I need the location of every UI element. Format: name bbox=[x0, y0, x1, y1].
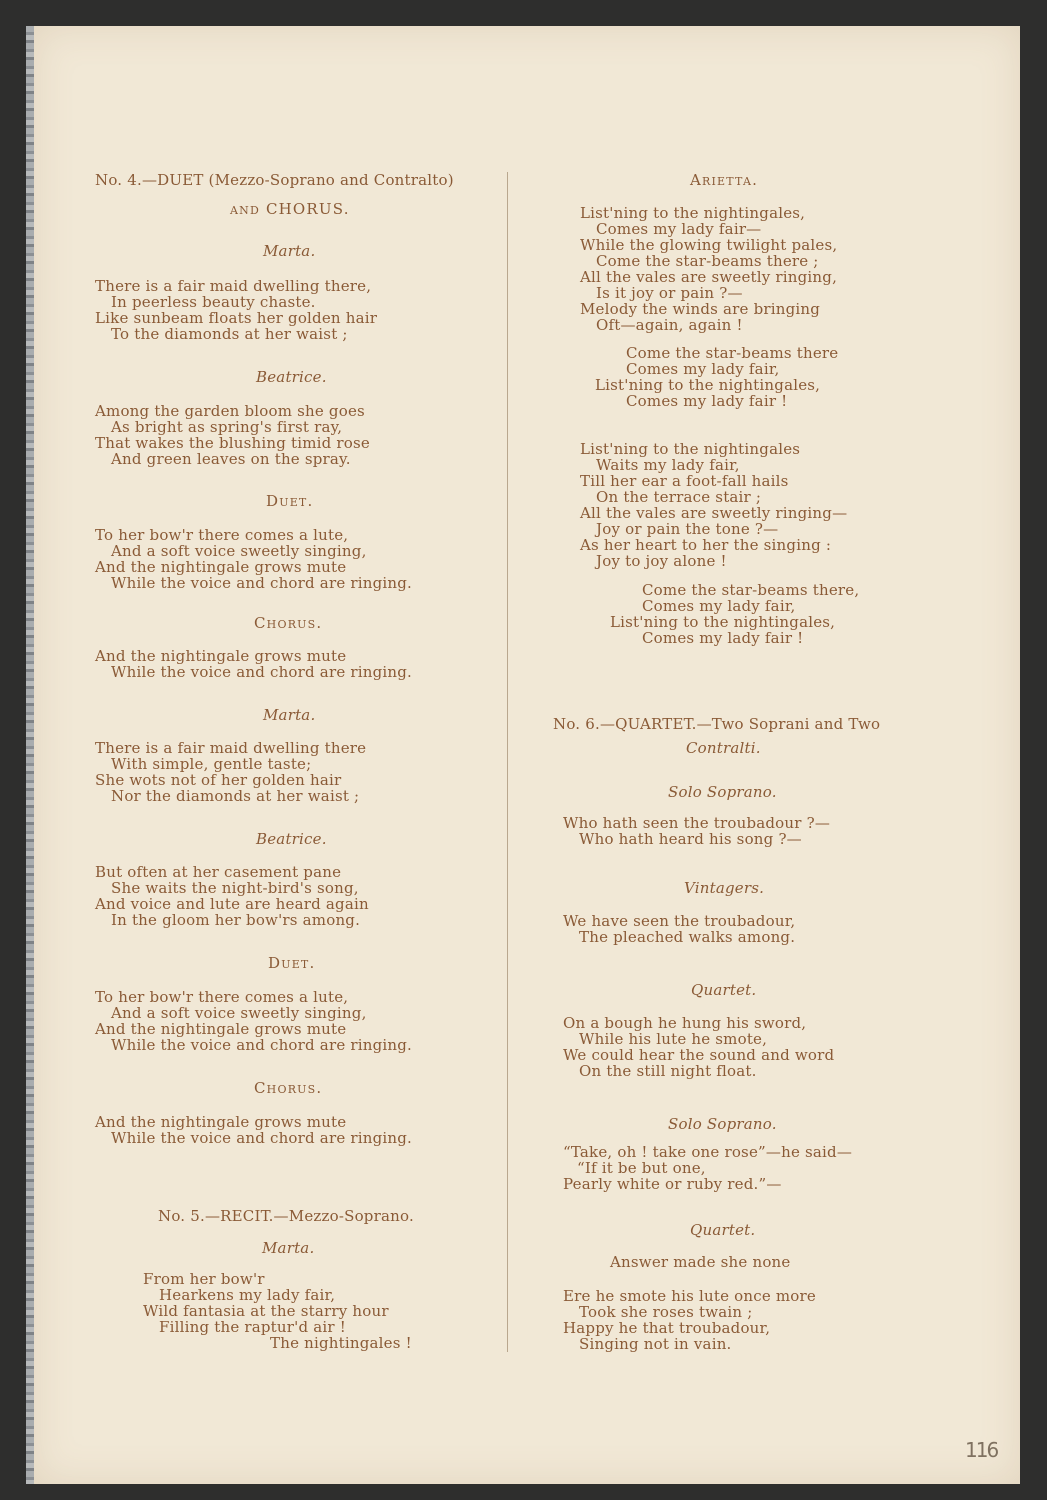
verse-line: Comes my lady fair, bbox=[626, 360, 780, 378]
verse-line: That wakes the blushing timid rose bbox=[95, 434, 370, 452]
verse-line: While the voice and chord are ringing. bbox=[111, 1036, 413, 1054]
verse-line: To her bow'r there comes a lute, bbox=[95, 988, 349, 1006]
verse-line: She wots not of her golden hair bbox=[95, 771, 342, 789]
verse-line: Among the garden bloom she goes bbox=[95, 402, 365, 420]
verse-line: While the glowing twilight pales, bbox=[580, 236, 838, 254]
verse-line: While the voice and chord are ringing. bbox=[111, 663, 413, 681]
verse-line: In peerless beauty chaste. bbox=[111, 293, 316, 311]
page-number: 116 bbox=[965, 1438, 998, 1462]
verse-line: On the still night float. bbox=[579, 1062, 757, 1080]
verse-line: Wild fantasia at the starry hour bbox=[143, 1302, 389, 1320]
verse-line: On the terrace stair ; bbox=[596, 488, 762, 506]
verse-line: List'ning to the nightingales, bbox=[580, 204, 806, 222]
verse-line: Oft—again, again ! bbox=[596, 316, 743, 334]
verse-line: To her bow'r there comes a lute, bbox=[95, 526, 349, 544]
verse-line: She waits the night-bird's song, bbox=[111, 879, 359, 897]
verse-line: And green leaves on the spray. bbox=[111, 450, 351, 468]
verse-line: And the nightingale grows mute bbox=[95, 647, 347, 665]
speaker-beatrice: Beatrice. bbox=[256, 830, 327, 848]
verse-line: Filling the raptur'd air ! bbox=[159, 1318, 346, 1336]
speaker-chorus: Chorus. bbox=[254, 1079, 323, 1097]
verse-line: “Take, oh ! take one rose”—he said— bbox=[563, 1143, 853, 1161]
speaker-beatrice: Beatrice. bbox=[256, 368, 327, 386]
verse-line: And the nightingale grows mute bbox=[95, 558, 347, 576]
no6-heading-cont: Contralti. bbox=[686, 739, 761, 757]
verse-line: While the voice and chord are ringing. bbox=[111, 574, 413, 592]
verse-line: Happy he that troubadour, bbox=[563, 1319, 771, 1337]
verse-line: The nightingales ! bbox=[270, 1334, 412, 1352]
no6-heading: No. 6.—QUARTET.—Two Soprani and Two bbox=[553, 715, 881, 733]
verse-line: Comes my lady fair ! bbox=[626, 392, 788, 410]
verse-line: On a bough he hung his sword, bbox=[563, 1014, 807, 1032]
verse-line: There is a fair maid dwelling there bbox=[95, 739, 367, 757]
no5-heading: No. 5.—RECIT.—Mezzo-Soprano. bbox=[158, 1207, 414, 1225]
verse-line: And a soft voice sweetly singing, bbox=[111, 542, 367, 560]
verse-line: Singing not in vain. bbox=[579, 1335, 732, 1353]
verse-line: And a soft voice sweetly singing, bbox=[111, 1004, 367, 1022]
speaker-marta: Marta. bbox=[263, 706, 316, 724]
no4-heading: No. 4.—DUET (Mezzo-Soprano and Contralto) bbox=[95, 171, 454, 189]
verse-line: Who hath heard his song ?— bbox=[579, 830, 802, 848]
speaker-quartet: Quartet. bbox=[691, 981, 757, 999]
verse-line: The pleached walks among. bbox=[579, 928, 796, 946]
verse-line: We could hear the sound and word bbox=[563, 1046, 835, 1064]
verse-line: “If it be but one, bbox=[577, 1159, 706, 1177]
verse-line: Hearkens my lady fair, bbox=[159, 1286, 336, 1304]
verse-line: There is a fair maid dwelling there, bbox=[95, 277, 372, 295]
verse-line: Come the star-beams there, bbox=[642, 581, 860, 599]
verse-line: Melody the winds are bringing bbox=[580, 300, 821, 318]
speaker-marta: Marta. bbox=[262, 1239, 315, 1257]
verse-line: But often at her casement pane bbox=[95, 863, 342, 881]
verse-line: Pearly white or ruby red.”— bbox=[563, 1175, 782, 1193]
verse-line: Comes my lady fair, bbox=[642, 597, 796, 615]
verse-line: Joy to joy alone ! bbox=[596, 552, 727, 570]
verse-line: All the vales are sweetly ringing— bbox=[580, 504, 848, 522]
verse-line: While the voice and chord are ringing. bbox=[111, 1129, 413, 1147]
verse-line: Comes my lady fair ! bbox=[642, 629, 804, 647]
verse-line: With simple, gentle taste; bbox=[111, 755, 312, 773]
verse-line: Nor the diamonds at her waist ; bbox=[111, 787, 360, 805]
verse-line: Took she roses twain ; bbox=[579, 1303, 753, 1321]
speaker-chorus: Chorus. bbox=[254, 614, 323, 632]
verse-line: While his lute he smote, bbox=[579, 1030, 768, 1048]
speaker-duet: Duet. bbox=[268, 954, 316, 972]
verse-line: And the nightingale grows mute bbox=[95, 1113, 347, 1131]
verse-line: To the diamonds at her waist ; bbox=[111, 325, 348, 343]
verse-line: List'ning to the nightingales, bbox=[610, 613, 836, 631]
column-divider bbox=[507, 172, 508, 1352]
verse-line: We have seen the troubadour, bbox=[563, 912, 796, 930]
verse-line: And the nightingale grows mute bbox=[95, 1020, 347, 1038]
speaker-solo-soprano: Solo Soprano. bbox=[668, 1115, 777, 1133]
verse-line: Answer made she none bbox=[610, 1253, 791, 1271]
verse-line: Joy or pain the tone ?— bbox=[596, 520, 779, 538]
verse-line: All the vales are sweetly ringing, bbox=[580, 268, 838, 286]
verse-line: List'ning to the nightingales bbox=[580, 440, 801, 458]
verse-line: Like sunbeam floats her golden hair bbox=[95, 309, 378, 327]
verse-line: Comes my lady fair— bbox=[596, 220, 762, 238]
speaker-solo-soprano: Solo Soprano. bbox=[668, 783, 777, 801]
verse-line: Who hath seen the troubadour ?— bbox=[563, 814, 831, 832]
verse-line: As bright as spring's first ray, bbox=[111, 418, 343, 436]
verse-line: List'ning to the nightingales, bbox=[595, 376, 821, 394]
verse-line: In the gloom her bow'rs among. bbox=[111, 911, 361, 929]
verse-line: From her bow'r bbox=[143, 1270, 265, 1288]
verse-line: Come the star-beams there bbox=[626, 344, 839, 362]
verse-line: Till her ear a foot-fall hails bbox=[580, 472, 789, 490]
speaker-quartet: Quartet. bbox=[690, 1221, 756, 1239]
verse-line: Is it joy or pain ?— bbox=[596, 284, 743, 302]
speaker-vintagers: Vintagers. bbox=[684, 879, 765, 897]
speaker-marta: Marta. bbox=[263, 242, 316, 260]
arietta-heading: Arietta. bbox=[690, 171, 759, 189]
no4-chorus-heading: and CHORUS. bbox=[230, 200, 350, 218]
verse-line: And voice and lute are heard again bbox=[95, 895, 369, 913]
verse-line: As her heart to her the singing : bbox=[580, 536, 832, 554]
verse-line: Waits my lady fair, bbox=[596, 456, 740, 474]
verse-line: Ere he smote his lute once more bbox=[563, 1287, 816, 1305]
verse-line: Come the star-beams there ; bbox=[596, 252, 819, 270]
speaker-duet: Duet. bbox=[266, 492, 314, 510]
